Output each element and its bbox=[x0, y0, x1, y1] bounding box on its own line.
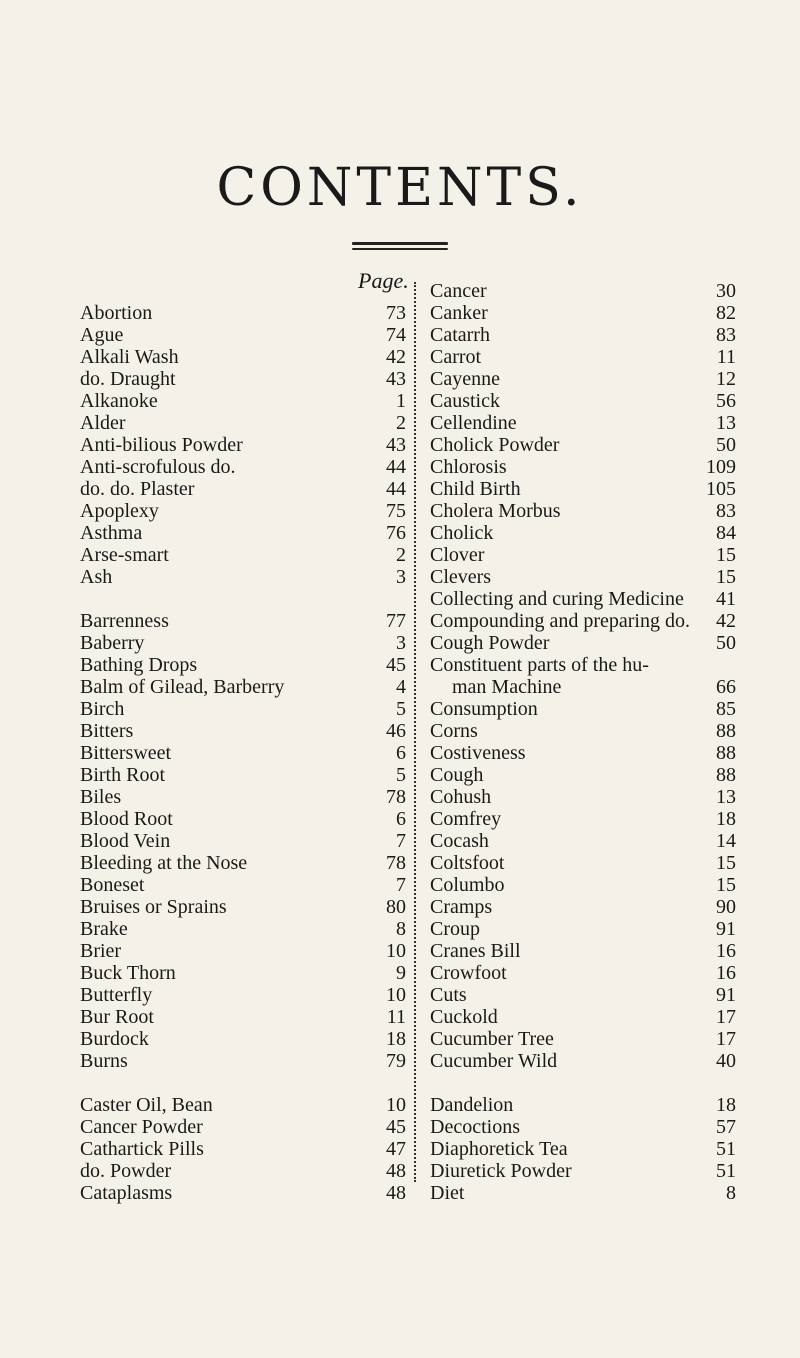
index-entry-name: Constituent parts of the hu- bbox=[430, 654, 649, 676]
index-entry-page: 2 bbox=[396, 544, 406, 566]
index-entry-page: 7 bbox=[396, 874, 406, 896]
index-entry-page: 42 bbox=[716, 610, 736, 632]
index-entry-page: 76 bbox=[386, 522, 406, 544]
index-entry-name: Cholera Morbus bbox=[430, 500, 561, 522]
index-entry-page: 16 bbox=[716, 940, 736, 962]
index-entry-name: Cholick bbox=[430, 522, 494, 544]
title-rule-lower bbox=[352, 248, 448, 250]
index-entry-name: Cough Powder bbox=[430, 632, 550, 654]
index-entry-name: Alkanoke bbox=[80, 390, 158, 412]
index-entry-page: 56 bbox=[716, 390, 736, 412]
index-entry-name: Ague bbox=[80, 324, 124, 346]
index-entry-page: 79 bbox=[386, 1050, 406, 1072]
index-entry-page: 48 bbox=[386, 1182, 406, 1204]
index-entry-name: Bruises or Sprains bbox=[80, 896, 227, 918]
index-entry-name: Anti-bilious Powder bbox=[80, 434, 243, 456]
index-entry-name: do. Powder bbox=[80, 1160, 172, 1182]
index-entry-page: 77 bbox=[386, 610, 406, 632]
index-entry-name: Child Birth bbox=[430, 478, 521, 500]
index-entry-page: 40 bbox=[716, 1050, 736, 1072]
index-entry-page: 13 bbox=[716, 786, 736, 808]
index-entry-name: Buck Thorn bbox=[80, 962, 176, 984]
index-entry-name: Blood Root bbox=[80, 808, 173, 830]
index-entry-name: Caustick bbox=[430, 390, 500, 412]
index-entry-name: Coltsfoot bbox=[430, 852, 505, 874]
index-entry-page: 43 bbox=[386, 368, 406, 390]
index-entry-page: 83 bbox=[716, 500, 736, 522]
index-entry-page: 15 bbox=[716, 566, 736, 588]
index-entry-page: 51 bbox=[716, 1160, 736, 1182]
index-entry-name: Cancer bbox=[430, 280, 487, 302]
index-entry-name: Cranes Bill bbox=[430, 940, 521, 962]
index-entry-page: 2 bbox=[396, 412, 406, 434]
index-entry-page: 74 bbox=[386, 324, 406, 346]
index-entry-name: Asthma bbox=[80, 522, 143, 544]
index-entry-page: 11 bbox=[716, 346, 736, 368]
index-entry-page: 46 bbox=[386, 720, 406, 742]
index-entry-name: Columbo bbox=[430, 874, 505, 896]
index-entry-page: 6 bbox=[396, 808, 406, 830]
index-entry-name: Compounding and preparing do. bbox=[430, 610, 690, 632]
index-entry-page: 1 bbox=[396, 390, 406, 412]
index-entry-name: Bleeding at the Nose bbox=[80, 852, 248, 874]
index-entry-name: Canker bbox=[430, 302, 488, 324]
index-entry-page: 15 bbox=[716, 852, 736, 874]
index-entry-name: Croup bbox=[430, 918, 480, 940]
index-entry-name: Cuts bbox=[430, 984, 467, 1006]
index-entry-name: Chlorosis bbox=[430, 456, 507, 478]
index-entry-page: 10 bbox=[386, 984, 406, 1006]
index-entry-name: Caster Oil, Bean bbox=[80, 1094, 213, 1116]
index-entry-name: Abortion bbox=[80, 302, 153, 324]
index-entry-page: 83 bbox=[716, 324, 736, 346]
index-entry-page: 45 bbox=[386, 1116, 406, 1138]
index-entry-page: 109 bbox=[706, 456, 736, 478]
index-entry-page: 105 bbox=[706, 478, 736, 500]
index-entry-name: man Machine bbox=[452, 676, 562, 698]
index-entry-name: Corns bbox=[430, 720, 478, 742]
index-entry-page: 18 bbox=[716, 808, 736, 830]
index-entry-name: Anti-scrofulous do. bbox=[80, 456, 236, 478]
index-entry-page: 15 bbox=[716, 874, 736, 896]
index-entry-name: Birch bbox=[80, 698, 125, 720]
index-entry-name: Carrot bbox=[430, 346, 482, 368]
index-entry-name: Arse-smart bbox=[80, 544, 169, 566]
index-entry-page: 90 bbox=[716, 896, 736, 918]
index-entry-page: 43 bbox=[386, 434, 406, 456]
index-entry-name: Cramps bbox=[430, 896, 493, 918]
index-entry-page: 10 bbox=[386, 1094, 406, 1116]
index-entry-page: 44 bbox=[386, 456, 406, 478]
index-entry-name: Cayenne bbox=[430, 368, 500, 390]
index-entry-page: 9 bbox=[396, 962, 406, 984]
index-entry-page: 91 bbox=[716, 918, 736, 940]
index-entry-page: 41 bbox=[716, 588, 736, 610]
index-entry-page: 75 bbox=[386, 500, 406, 522]
index-entry-name: Cathartick Pills bbox=[80, 1138, 204, 1160]
index-entry-page: 30 bbox=[716, 280, 736, 302]
index-entry-name: Bitters bbox=[80, 720, 134, 742]
index-entry-name: Diaphoretick Tea bbox=[430, 1138, 568, 1160]
index-entry-name: Alkali Wash bbox=[80, 346, 179, 368]
index-entry-page: 88 bbox=[716, 720, 736, 742]
index-entry-page: 57 bbox=[716, 1116, 736, 1138]
title-rule bbox=[352, 242, 448, 245]
index-entry-name: Cholick Powder bbox=[430, 434, 560, 456]
index-entry-name: Brier bbox=[80, 940, 122, 962]
index-entry-name: Dandelion bbox=[430, 1094, 514, 1116]
index-entry-page: 17 bbox=[716, 1006, 736, 1028]
index-entry-page: 50 bbox=[716, 434, 736, 456]
index-entry-name: do. Draught bbox=[80, 368, 176, 390]
index-entry-page: 45 bbox=[386, 654, 406, 676]
index-entry-name: Cocash bbox=[430, 830, 489, 852]
index-entry-name: Cucumber Wild bbox=[430, 1050, 558, 1072]
index-entry-name: Apoplexy bbox=[80, 500, 159, 522]
index-entry-name: Bathing Drops bbox=[80, 654, 198, 676]
index-entry-name: Burns bbox=[80, 1050, 128, 1072]
page-title: CONTENTS. bbox=[216, 158, 584, 218]
index-entry-name: Butterfly bbox=[80, 984, 153, 1006]
index-entry-name: Diet bbox=[430, 1182, 465, 1204]
index-entry-name: Cancer Powder bbox=[80, 1116, 203, 1138]
index-entry-name: Cohush bbox=[430, 786, 492, 808]
index-entry-name: Crowfoot bbox=[430, 962, 507, 984]
index-entry-page: 88 bbox=[716, 764, 736, 786]
index-entry-page: 7 bbox=[396, 830, 406, 852]
index-entry-page: 3 bbox=[396, 566, 406, 588]
index-entry-name: Blood Vein bbox=[80, 830, 171, 852]
index-entry-page: 50 bbox=[716, 632, 736, 654]
index-entry-page: 18 bbox=[716, 1094, 736, 1116]
index-entry-page: 14 bbox=[716, 830, 736, 852]
index-entry-page: 85 bbox=[716, 698, 736, 720]
index-entry-name: Decoctions bbox=[430, 1116, 520, 1138]
index-entry-name: Diuretick Powder bbox=[430, 1160, 572, 1182]
index-entry-name: Birth Root bbox=[80, 764, 166, 786]
index-entry-page: 15 bbox=[716, 544, 736, 566]
index-entry-page: 5 bbox=[396, 764, 406, 786]
index-entry-page: 18 bbox=[386, 1028, 406, 1050]
index-entry-page: 6 bbox=[396, 742, 406, 764]
index-entry-page: 51 bbox=[716, 1138, 736, 1160]
index-entry-page: 91 bbox=[716, 984, 736, 1006]
index-entry-name: Cucumber Tree bbox=[430, 1028, 554, 1050]
index-entry-page: 73 bbox=[386, 302, 406, 324]
index-entry-page: 4 bbox=[396, 676, 406, 698]
index-entry-page: 88 bbox=[716, 742, 736, 764]
index-entry-page: 44 bbox=[386, 478, 406, 500]
index-entry-page: 42 bbox=[386, 346, 406, 368]
index-entry-page: 84 bbox=[716, 522, 736, 544]
index-entry-name: Burdock bbox=[80, 1028, 149, 1050]
index-entry-name: Boneset bbox=[80, 874, 145, 896]
index-entry-page: 78 bbox=[386, 786, 406, 808]
index-entry-name: Baberry bbox=[80, 632, 145, 654]
index-entry-page: 13 bbox=[716, 412, 736, 434]
index-entry-page: 8 bbox=[726, 1182, 736, 1204]
index-entry-name: Bittersweet bbox=[80, 742, 172, 764]
index-entry-page: 48 bbox=[386, 1160, 406, 1182]
index-entry-name: Balm of Gilead, Barberry bbox=[80, 676, 285, 698]
index-entry-page: 47 bbox=[386, 1138, 406, 1160]
index-entry-name: Ash bbox=[80, 566, 113, 588]
index-entry-name: Alder bbox=[80, 412, 126, 434]
index-entry-page: 78 bbox=[386, 852, 406, 874]
index-entry-name: Clover bbox=[430, 544, 485, 566]
index-entry-name: Cuckold bbox=[430, 1006, 498, 1028]
index-entry-name: Barrenness bbox=[80, 610, 169, 632]
index-entry-page: 16 bbox=[716, 962, 736, 984]
index-entry-page: 10 bbox=[386, 940, 406, 962]
index-entry-name: Collecting and curing Medicine bbox=[430, 588, 684, 610]
index-entry-page: 80 bbox=[386, 896, 406, 918]
index-entry-page: 66 bbox=[716, 676, 736, 698]
index-entry-page: 82 bbox=[716, 302, 736, 324]
column-divider bbox=[414, 282, 424, 1182]
page-column-header: Page. bbox=[358, 268, 409, 293]
index-entry-name: Cough bbox=[430, 764, 484, 786]
index-entry-name: Clevers bbox=[430, 566, 492, 588]
index-entry-name: do. do. Plaster bbox=[80, 478, 195, 500]
index-entry-name: Catarrh bbox=[430, 324, 490, 346]
index-entry-name: Brake bbox=[80, 918, 128, 940]
index-entry-name: Comfrey bbox=[430, 808, 502, 830]
index-entry-page: 8 bbox=[396, 918, 406, 940]
index-entry-page: 5 bbox=[396, 698, 406, 720]
index-entry-name: Cataplasms bbox=[80, 1182, 173, 1204]
index-entry-page: 12 bbox=[716, 368, 736, 390]
index-entry-page: 11 bbox=[386, 1006, 406, 1028]
index-entry-name: Bur Root bbox=[80, 1006, 154, 1028]
index-entry-page: 3 bbox=[396, 632, 406, 654]
index-entry-name: Consumption bbox=[430, 698, 538, 720]
index-entry-name: Biles bbox=[80, 786, 122, 808]
index-entry-page: 17 bbox=[716, 1028, 736, 1050]
index-entry-name: Costiveness bbox=[430, 742, 526, 764]
index-entry-name: Cellendine bbox=[430, 412, 517, 434]
